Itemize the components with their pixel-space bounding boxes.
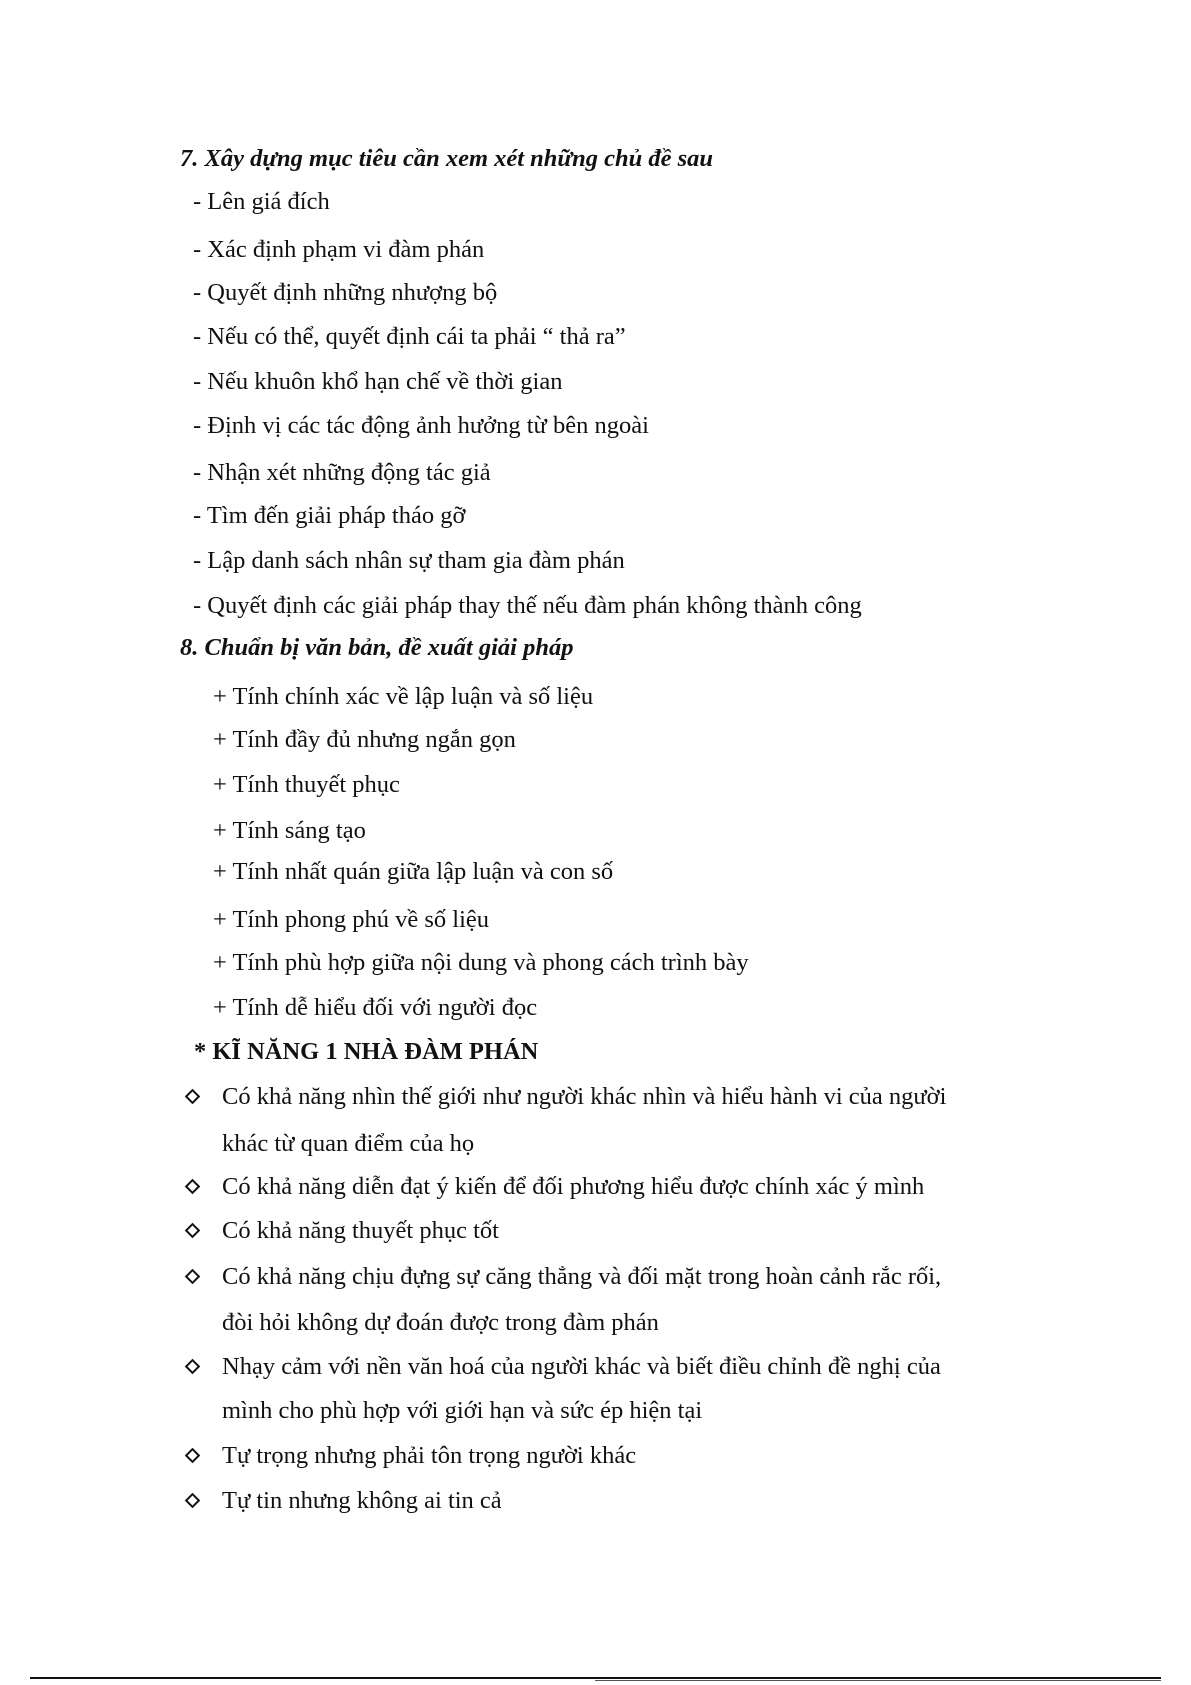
list-item: + Tính nhất quán giữa lập luận và con số [213, 858, 614, 885]
diamond-bullet-icon [185, 1493, 201, 1509]
list-item: + Tính phong phú về số liệu [213, 906, 490, 933]
section-8-heading: 8. Chuẩn bị văn bản, đề xuất giải pháp [180, 634, 574, 661]
list-item: + Tính sáng tạo [213, 817, 366, 844]
diamond-bullet-icon [185, 1223, 201, 1239]
list-item: - Tìm đến giải pháp tháo gỡ [193, 502, 466, 529]
list-item: Tự trọng nhưng phải tôn trọng người khác [222, 1442, 637, 1469]
list-item: Có khả năng diễn đạt ý kiến để đối phương hiểu được chính xác ý mình [222, 1173, 925, 1200]
list-item: + Tính phù hợp giữa nội dung và phong cách trình bày [213, 949, 749, 976]
list-item: Nhạy cảm với nền văn hoá của người khác và biết điều chỉnh đề nghị của [222, 1353, 941, 1380]
diamond-bullet-icon [185, 1448, 201, 1464]
footer-rule-secondary [595, 1680, 1161, 1681]
skills-title: * KĨ NĂNG 1 NHÀ ĐÀM PHÁN [194, 1038, 539, 1065]
list-item: - Nhận xét những động tác giả [193, 459, 491, 486]
list-item: - Lập danh sách nhân sự tham gia đàm phán [193, 547, 625, 574]
diamond-bullet-icon [185, 1359, 201, 1375]
list-item: - Xác định phạm vi đàm phán [193, 236, 485, 263]
list-item: Tự tin nhưng không ai tin cả [222, 1487, 502, 1514]
list-item: - Quyết định các giải pháp thay thế nếu đàm phán không thành công [193, 592, 862, 619]
list-item: - Lên giá đích [193, 188, 330, 215]
list-item: - Quyết định những nhượng bộ [193, 279, 498, 306]
list-item: đòi hỏi không dự đoán được trong đàm phán [222, 1309, 659, 1336]
list-item: + Tính chính xác về lập luận và số liệu [213, 683, 594, 710]
diamond-bullet-icon [185, 1269, 201, 1285]
list-item: Có khả năng thuyết phục tốt [222, 1217, 499, 1244]
list-item: Có khả năng nhìn thế giới như người khác nhìn và hiểu hành vi của người [222, 1083, 947, 1110]
list-item: + Tính đầy đủ nhưng ngắn gọn [213, 726, 516, 753]
diamond-bullet-icon [185, 1179, 201, 1195]
list-item: mình cho phù hợp với giới hạn và sức ép hiện tại [222, 1397, 703, 1424]
list-item: - Nếu có thể, quyết định cái ta phải “ thả ra” [193, 323, 626, 350]
list-item: + Tính thuyết phục [213, 771, 400, 798]
list-item: khác từ quan điểm của họ [222, 1130, 475, 1157]
list-item: Có khả năng chịu đựng sự căng thẳng và đối mặt trong hoàn cảnh rắc rối, [222, 1263, 942, 1290]
footer-rule [30, 1677, 1161, 1679]
list-item: - Nếu khuôn khổ hạn chế về thời gian [193, 368, 563, 395]
list-item: - Định vị các tác động ảnh hưởng từ bên ngoài [193, 412, 649, 439]
diamond-bullet-icon [185, 1089, 201, 1105]
list-item: + Tính dễ hiểu đối với người đọc [213, 994, 538, 1021]
section-7-heading: 7. Xây dựng mục tiêu cần xem xét những chủ đề sau [180, 145, 714, 172]
